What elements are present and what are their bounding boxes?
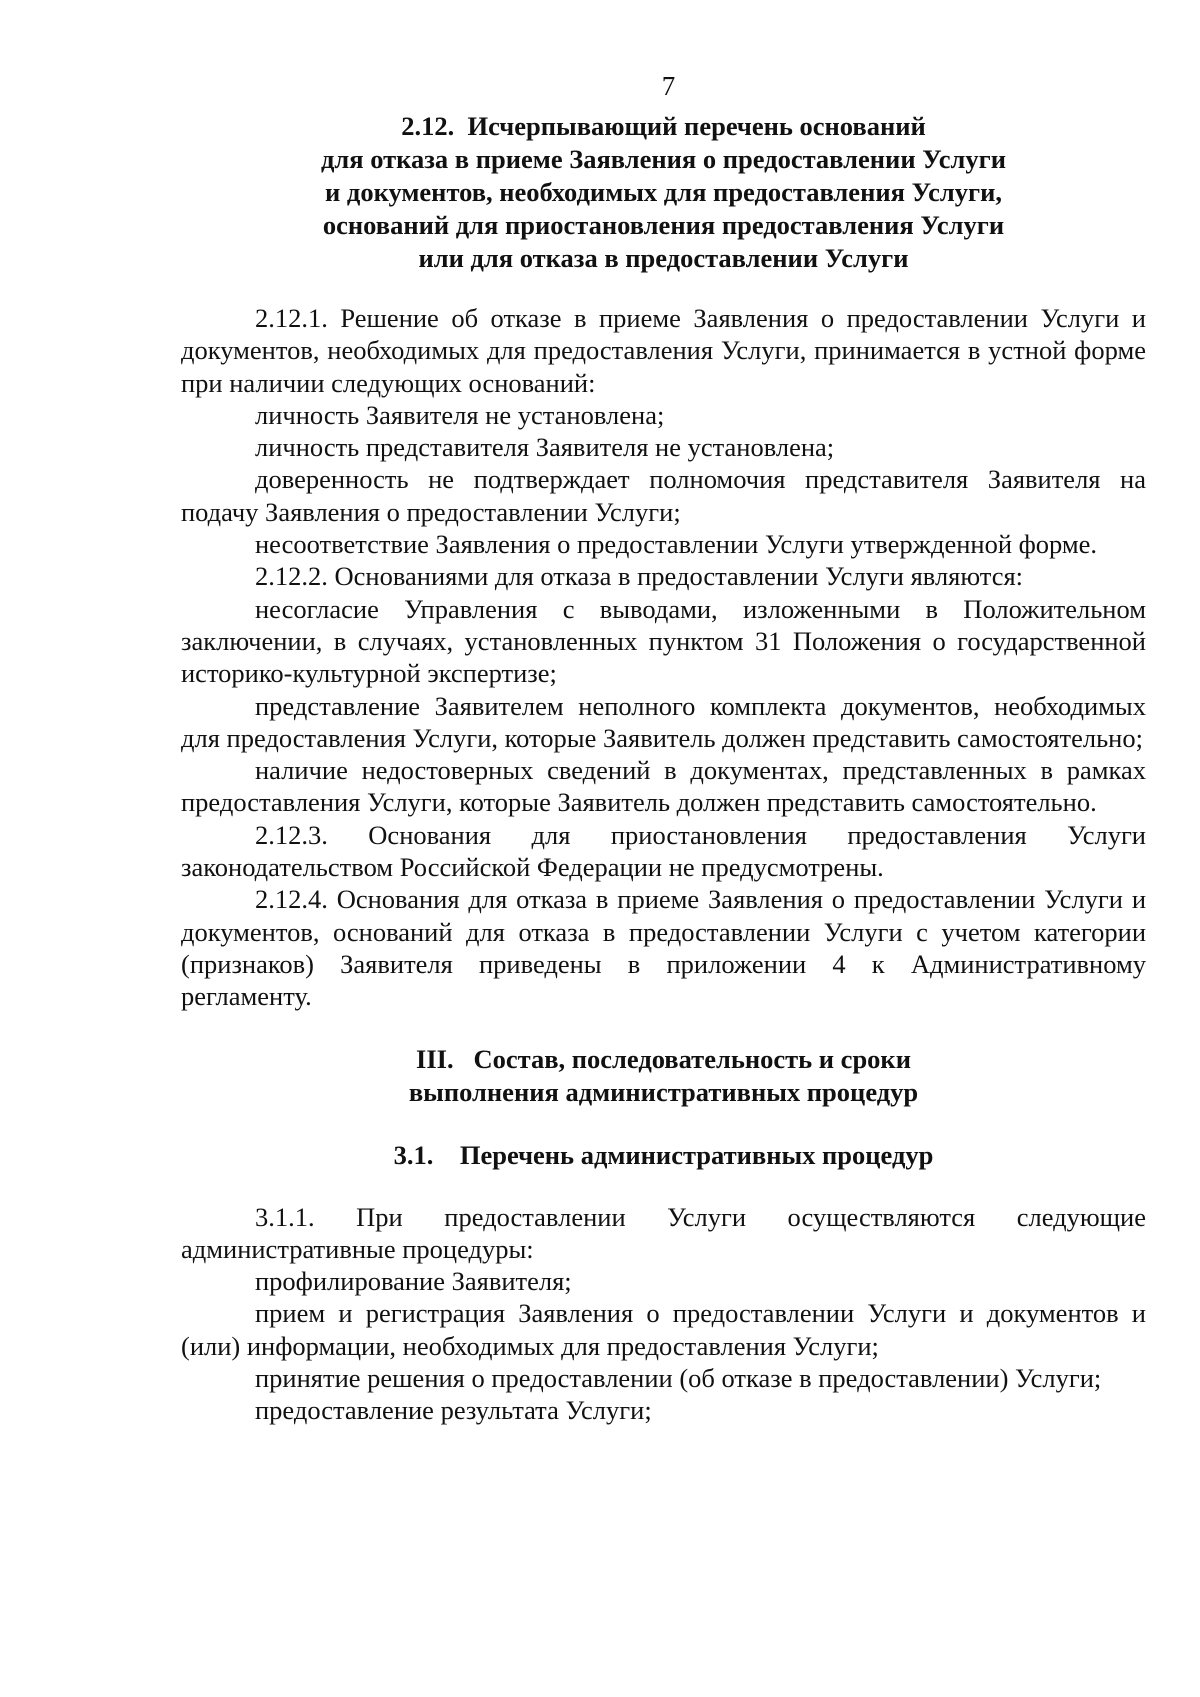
paragraph-3-1-1: 3.1.1. При предоставлении Услуги осуществляются следующие административные процедуры:	[181, 1201, 1146, 1264]
list-item: предоставление результата Услуги;	[255, 1395, 652, 1426]
paragraph-2-12-4: 2.12.4. Основания для отказа в приеме Заявления о предоставлении Услуги и документов, оснований для отказа в предоставлении Услуги с учетом категории (признаков) Заявителя приведены в приложении 4 к Административному регламенту.	[181, 884, 1146, 1012]
heading-line: оснований для приостановления предоставления Услуги	[322, 210, 1005, 240]
section-2-12-heading	[181, 110, 1146, 275]
list-item: личность представителя Заявителя не установлена;	[255, 432, 835, 463]
heading-line: для отказа в приеме Заявления о предоставлении Услуги	[321, 144, 1006, 174]
heading-line: или для отказа в предоставлении Услуги	[418, 243, 909, 273]
paragraph-2-12-1: 2.12.1. Решение об отказе в приеме Заявления о предоставлении Услуги и документов, необходимых для предоставления Услуги, принимается в устной форме при наличии следующих оснований:	[181, 303, 1146, 398]
heading-line: выполнения административных процедур	[408, 1076, 919, 1107]
heading-line: 3.1. Перечень административных процедур	[393, 1139, 934, 1170]
section-2-12-body	[181, 302, 1146, 1013]
list-item: принятие решения о предоставлении (об отказе в предоставлении) Услуги;	[255, 1363, 1102, 1394]
list-item: личность Заявителя не установлена;	[255, 399, 665, 430]
list-item: доверенность не подтверждает полномочия представителя Заявителя на подачу Заявления о предоставлении Услуги;	[181, 464, 1146, 527]
list-item: прием и регистрация Заявления о предоставлении Услуги и документов и (или) информации, необходимых для предоставления Услуги;	[181, 1298, 1146, 1361]
heading-line: 2.12. Исчерпывающий перечень оснований	[401, 111, 926, 141]
list-item: профилирование Заявителя;	[255, 1266, 572, 1297]
document-page	[181, 70, 1146, 1427]
section-3-1-heading	[181, 1139, 1146, 1172]
heading-line: и документов, необходимых для предоставления Услуги,	[325, 177, 1002, 207]
list-item: наличие недостоверных сведений в документах, представленных в рамках предоставления Услуги, которые Заявитель должен представить самостоятельно.	[181, 755, 1146, 818]
list-item: представление Заявителем неполного комплекта документов, необходимых для предоставления Услуги, которые Заявитель должен представить самостоятельно;	[181, 690, 1146, 753]
page-number: 7	[661, 71, 676, 101]
section-3-1-body	[181, 1201, 1146, 1427]
list-item: несоответствие Заявления о предоставлении Услуги утвержденной форме.	[255, 529, 1098, 560]
paragraph-2-12-2: 2.12.2. Основаниями для отказа в предоставлении Услуги являются:	[255, 561, 1024, 592]
heading-line: III. Состав, последовательность и сроки	[416, 1043, 911, 1074]
list-item: несогласие Управления с выводами, изложенными в Положительном заключении, в случаях, установленных пунктом 31 Положения о государственной историко-культурной экспертизе;	[181, 593, 1146, 689]
paragraph-2-12-3: 2.12.3. Основания для приостановления предоставления Услуги законодательством Российской Федерации не предусмотрены.	[181, 819, 1146, 883]
section-3-heading	[181, 1043, 1146, 1109]
